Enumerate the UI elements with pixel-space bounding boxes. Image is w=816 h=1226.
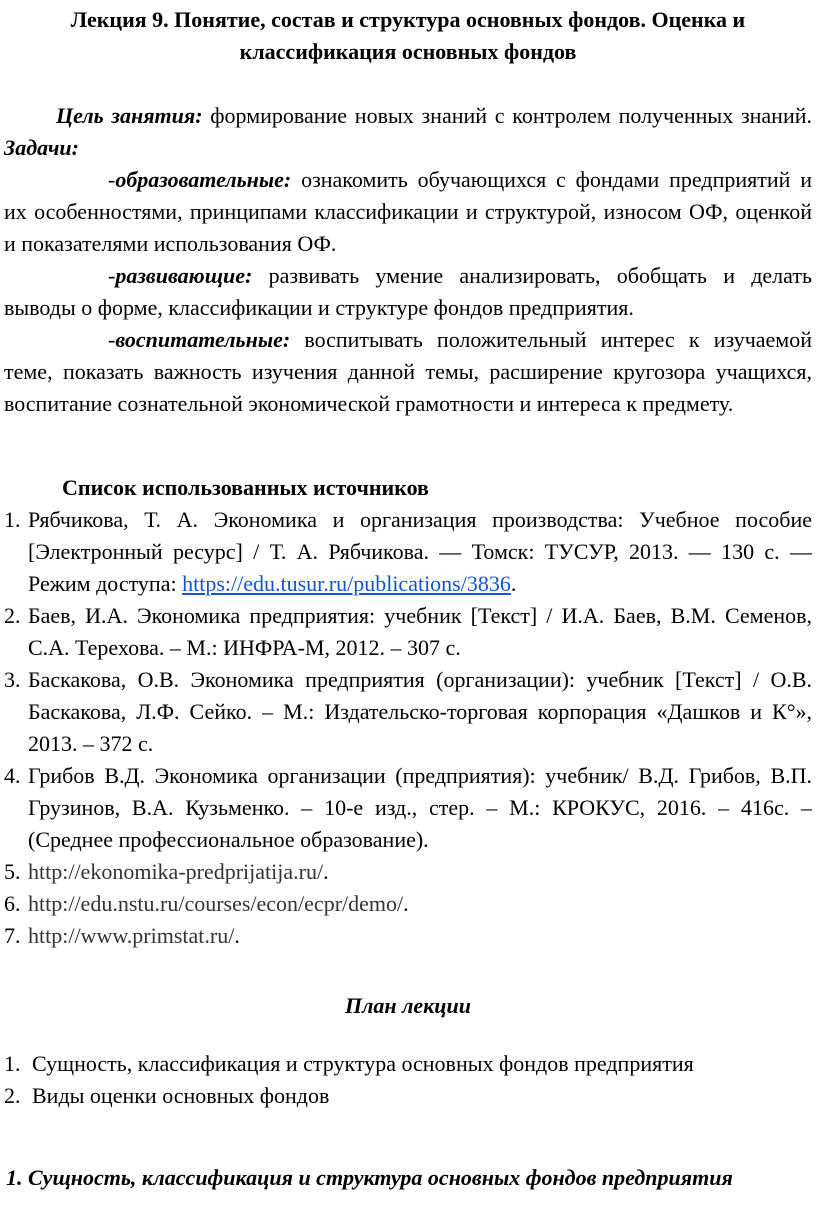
source-number: 7.: [4, 923, 21, 948]
source-item: [4, 888, 812, 920]
source-item: [4, 760, 812, 856]
section-heading: 1. Сущность, классификация и структура основных фондов предприятия: [6, 1165, 733, 1190]
task-text: развивать умение анализировать, обобщать и делать выводы о форме, классификации и структуре фондов предприятия.: [4, 263, 812, 320]
goal-label: Цель занятия:: [56, 103, 203, 128]
source-after: .: [403, 891, 409, 916]
source-web-link[interactable]: http://edu.nstu.ru/courses/econ/ecpr/demo/: [28, 891, 404, 916]
source-item: [4, 856, 812, 888]
lecture-title: Лекция 9. Понятие, состав и структура основных фондов. Оценка и классификация основных фондов: [70, 7, 746, 64]
source-text: Баев, И.А. Экономика предприятия: учебник [Текст] / И.А. Баев, В.М. Семенов, С.А. Терехова. – М.: ИНФРА-М, 2012. – 307 с.: [28, 603, 812, 660]
goal-paragraph: [4, 100, 812, 164]
plan-title: План лекции: [344, 993, 472, 1018]
task-dash: -: [108, 263, 116, 288]
goal-text: формирование новых знаний с контролем полученных знаний.: [202, 103, 812, 128]
task-dash: -: [108, 167, 116, 192]
source-item: [4, 600, 812, 664]
document-page: [4, 0, 812, 1194]
source-text: Грибов В.Д. Экономика организации (предприятия): учебник/ В.Д. Грибов, В.П. Грузинов, В.А. Кузьменко. – 10-е изд., стер. – М.: КРОКУС, 2016. – 416с. – (Среднее профессиональное образование).: [28, 763, 812, 852]
task-label: образовательные:: [115, 167, 292, 192]
task-upbringing: [4, 324, 812, 420]
source-text: Рябчикова, Т. А. Экономика и организация производства: Учебное пособие [Электронный ресурс] / Т. А. Рябчикова. — Томск: ТУСУР, 2013. — 130 с. — Режим доступа:: [28, 507, 812, 596]
plan-text: Сущность, классификация и структура основных фондов предприятия: [32, 1051, 694, 1076]
source-item: [4, 504, 812, 600]
source-link[interactable]: https://edu.tusur.ru/publications/3836: [182, 571, 511, 596]
plan-item: [4, 1048, 812, 1080]
source-text: Баскакова, О.В. Экономика предприятия (организации): учебник [Текст] / О.В. Баскакова, Л.Ф. Сейко. – М.: Издательско-торговая корпорация «Дашков и К°», 2013. – 372 с.: [28, 667, 812, 756]
source-number: 3.: [4, 667, 21, 692]
task-text: ознакомить обучающихся с фондами предприятий и их особенностями, принципами классификации и структурой, износом ОФ, оценкой и показателями использования ОФ.: [4, 167, 812, 256]
source-after: .: [323, 859, 329, 884]
task-text: воспитывать положительный интерес к изучаемой теме, показать важность изучения данной темы, расширение кругозора учащихся, воспитание сознательной экономической грамотности и интереса к предмету.: [4, 327, 812, 416]
task-label: развивающие:: [115, 263, 253, 288]
sources-list: [4, 504, 812, 952]
source-web-link[interactable]: http://www.primstat.ru/: [28, 923, 235, 948]
task-developing: [4, 260, 812, 324]
plan-item: [4, 1080, 812, 1112]
source-number: 6.: [4, 891, 21, 916]
source-number: 5.: [4, 859, 21, 884]
plan-list: [4, 1048, 812, 1112]
plan-text: Виды оценки основных фондов: [32, 1083, 330, 1108]
plan-number: 2.: [4, 1083, 21, 1108]
source-number: 2.: [4, 603, 21, 628]
tasks-label: Задачи:: [4, 135, 79, 160]
source-number: 4.: [4, 763, 21, 788]
task-educational: [4, 164, 812, 260]
source-number: 1.: [4, 507, 21, 532]
source-item: [4, 664, 812, 760]
source-after: .: [234, 923, 240, 948]
source-after: .: [510, 571, 517, 596]
source-web-link[interactable]: http://ekonomika-predprijatija.ru/: [28, 859, 324, 884]
source-item: [4, 920, 812, 952]
task-dash: -: [108, 327, 116, 352]
task-label: воспитательные:: [115, 327, 291, 352]
plan-number: 1.: [4, 1051, 21, 1076]
sources-title: Список использованных источников: [62, 475, 429, 500]
